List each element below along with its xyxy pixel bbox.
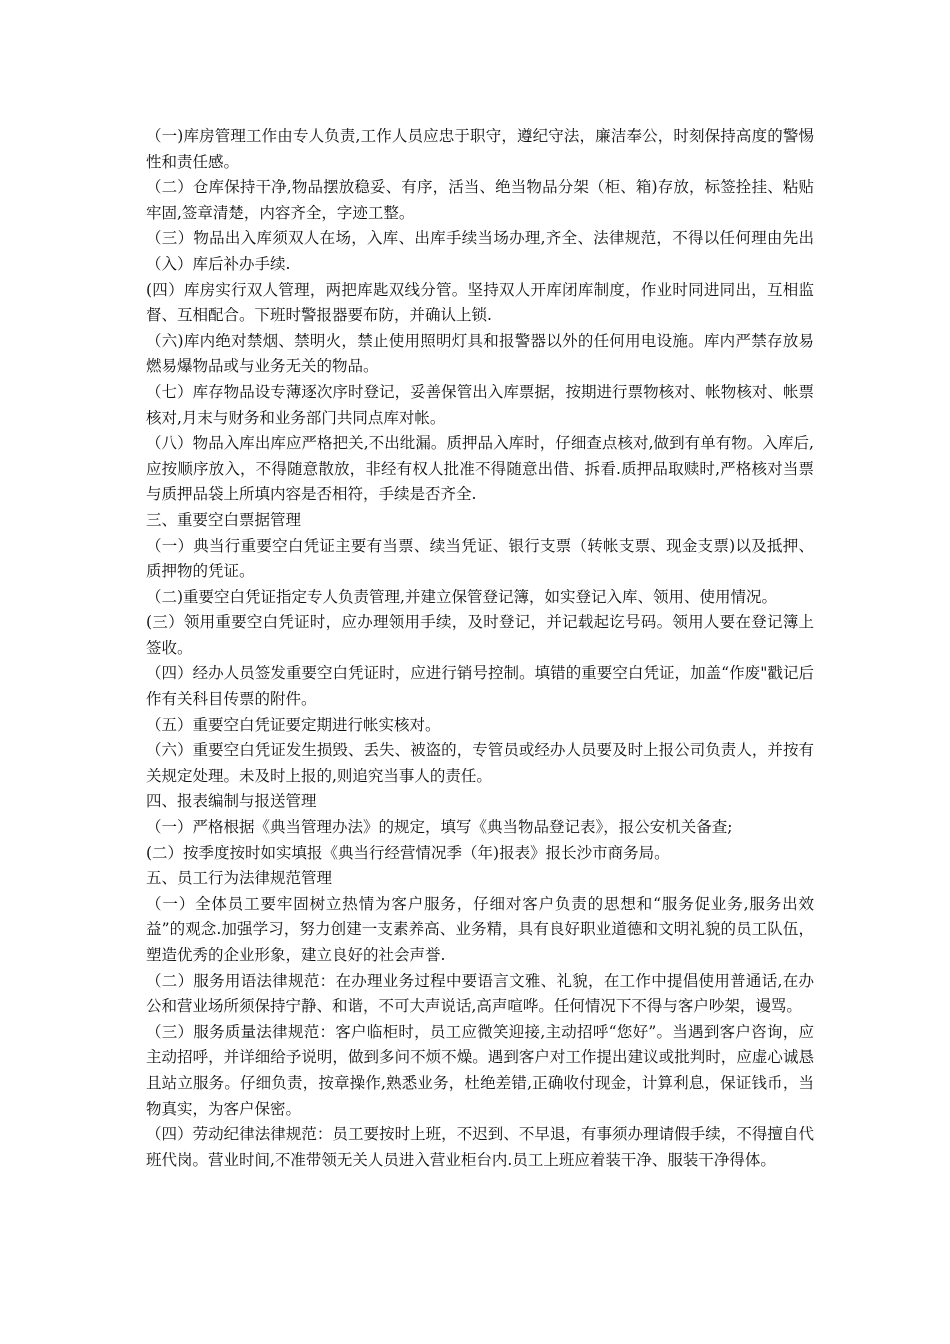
paragraph-stock-register: （七）库存物品设专薄逐次序时登记，妥善保管出入库票据，按期进行票物核对、帐物核对、帐票核对,月末与财务和业务部门共同点库对帐。 <box>146 382 814 427</box>
document-body <box>146 124 814 1173</box>
paragraph-service-language: （二）服务用语法律规范：在办理业务过程中要语言文雅、礼貌，在工作中提倡使用普通话,在办公和营业场所须保持宁静、和谐，不可大声说话,高声喧哗。任何情况下不得与客户吵架，谩骂。 <box>146 971 814 1016</box>
paragraph-voucher-audit: （五）重要空白凭证要定期进行帐实核对。 <box>146 715 441 734</box>
paragraph-inbound-outbound: （八）物品入库出库应严格把关,不出纰漏。质押品入库时，仔细查点核对,做到有单有物。入库后,应按顺序放入，不得随意散放，非经有权人批准不得随意出借、拆看.质押品取赎时,严格核对当票与质押品袋上所填内容是否相符，手续是否齐全. <box>146 434 814 504</box>
section-heading-staff-conduct: 五、员工行为法律规范管理 <box>146 869 333 888</box>
paragraph-report-quarterly: (二）按季度按时如实填报《典当行经营情况季（年)报表》报长沙市商务局。 <box>146 843 670 862</box>
paragraph-voucher-custody: （二)重要空白凭证指定专人负责管理,并建立保管登记簿，如实登记入库、领用、使用情况。 <box>146 587 777 606</box>
paragraph-dual-management: (四）库房实行双人管理，两把库匙双线分管。坚持双人开库闭库制度，作业时同进同出，互相监督、互相配合。下班时警报器要布防，并确认上锁. <box>146 280 814 325</box>
paragraph-fire-safety: （六)库内绝对禁烟、禁明火，禁止使用照明灯具和报警器以外的任何用电设施。库内严禁存放易燃易爆物品或与业务无关的物品。 <box>146 331 814 376</box>
paragraph-voucher-issue: （四）经办人员签发重要空白凭证时，应进行销号控制。填错的重要空白凭证，加盖“作废"戳记后作有关科目传票的附件。 <box>146 664 814 709</box>
paragraph-warehouse-staff: （一)库房管理工作由专人负责,工作人员应忠于职守，遵纪守法，廉洁奉公，时刻保持高度的警惕性和责任感。 <box>146 127 814 171</box>
section-heading-reports: 四、报表编制与报送管理 <box>146 792 317 811</box>
paragraph-two-person-entry: （三）物品出入库须双人在场，入库、出库手续当场办理,齐全、法律规范，不得以任何理由先出（入）库后补办手续. <box>146 229 814 273</box>
paragraph-voucher-types: （一）典当行重要空白凭证主要有当票、续当凭证、银行支票（转帐支票、现金支票)以及抵押、质押物的凭证。 <box>146 536 814 581</box>
paragraph-service-quality: （三）服务质量法律规范：客户临柜时，员工应微笑迎接,主动招呼“您好”。当遇到客户咨询，应主动招呼，并详细给予说明，做到多问不烦不燥。遇到客户对工作提出建议或批判时，应虚心诚恳且站立服务。仔细负责，按章操作,熟悉业务，杜绝差错,正确收付现金，计算利息，保证钱币，当物真实，为客户保密。 <box>146 1022 814 1118</box>
paragraph-warehouse-clean: （二）仓库保持干净,物品摆放稳妥、有序，活当、绝当物品分架（柜、箱)存放，标签拴挂、粘贴牢固,签章清楚，内容齐全，字迹工整。 <box>146 178 814 222</box>
paragraph-labor-discipline: （四）劳动纪律法律规范：员工要按时上班，不迟到、不早退，有事须办理请假手续，不得擅自代班代岗。营业时间,不准带领无关人员进入营业柜台内.员工上班应着装干净、服装干净得体。 <box>146 1125 814 1169</box>
section-heading-blank-vouchers: 三、重要空白票据管理 <box>146 510 302 529</box>
paragraph-service-attitude: （一）全体员工要牢固树立热情为客户服务，仔细对客户负责的思想和“服务促业务,服务出效益”的观念.加强学习，努力创建一支素养高、业务精，具有良好职业道德和文明礼貌的员工队伍，塑造优秀的企业形象，建立良好的社会声誉. <box>146 894 814 964</box>
paragraph-voucher-collection: (三）领用重要空白凭证时，应办理领用手续，及时登记，并记载起讫号码。领用人要在登记簿上签收。 <box>146 613 814 657</box>
paragraph-report-registration: （一）严格根据《典当管理办法》的规定，填写《典当物品登记表》，报公安机关备查; <box>146 818 733 837</box>
paragraph-voucher-loss: （六）重要空白凭证发生损毁、丢失、被盗的，专管员或经办人员要及时上报公司负责人，并按有关规定处理。未及时上报的,则追究当事人的责任。 <box>146 741 814 785</box>
